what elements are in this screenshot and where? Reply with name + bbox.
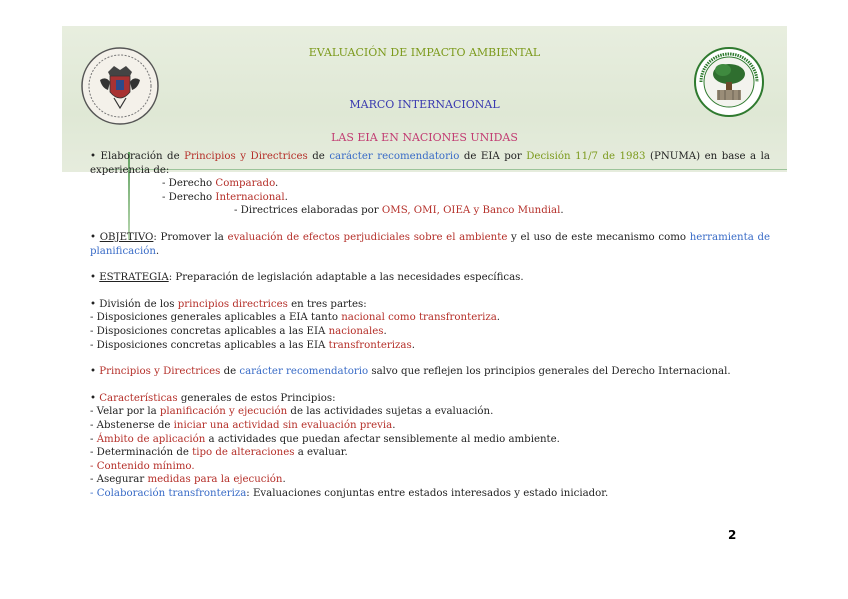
highlight-text: planificación y ejecución bbox=[159, 406, 288, 418]
text: . bbox=[275, 178, 279, 190]
text: • División de los bbox=[90, 298, 178, 310]
text: . bbox=[383, 325, 387, 337]
text: - Disposiciones concretas aplicables a las EIA bbox=[90, 339, 329, 351]
highlight-text: tipo de alteraciones bbox=[192, 447, 295, 459]
text: de EIA por bbox=[459, 151, 527, 162]
highlight-text: Principios y Directrices bbox=[184, 151, 308, 162]
text: . bbox=[496, 312, 501, 324]
highlight-text: Decisión 11/7 de 1983 bbox=[526, 151, 646, 162]
text: - bbox=[90, 433, 97, 445]
highlight-text: nacionales bbox=[328, 325, 384, 337]
spacer bbox=[90, 258, 770, 271]
list-item bbox=[90, 325, 770, 339]
text: y el uso de este mecanismo como bbox=[507, 231, 690, 243]
text: . bbox=[560, 205, 564, 217]
highlight-text: Internacional bbox=[215, 191, 285, 203]
spacer bbox=[90, 352, 770, 365]
text: . bbox=[191, 460, 195, 472]
spacer bbox=[90, 379, 770, 392]
paragraph-estrategia bbox=[90, 271, 770, 285]
text: - Derecho bbox=[162, 178, 216, 190]
section-heading: LAS EIA EN NACIONES UNIDAS bbox=[331, 131, 518, 144]
text: . bbox=[282, 474, 286, 486]
slide bbox=[62, 26, 787, 571]
text: . bbox=[155, 245, 160, 257]
highlight-text: Ámbito de aplicación bbox=[96, 433, 206, 445]
highlight-text: transfronterizas bbox=[328, 339, 412, 351]
text: • bbox=[90, 231, 100, 243]
list-item bbox=[90, 419, 770, 433]
list-item bbox=[90, 339, 770, 353]
list-item bbox=[90, 191, 770, 205]
highlight-text: carácter recomendatorio bbox=[239, 366, 369, 378]
list-item bbox=[90, 405, 770, 419]
list-item bbox=[90, 177, 770, 191]
text: - Disposiciones concretas aplicables a las EIA bbox=[90, 325, 329, 337]
list-item bbox=[90, 311, 770, 325]
text: - Velar por la bbox=[90, 406, 160, 418]
text: . bbox=[284, 191, 288, 203]
text: de las actividades sujetas a evaluación. bbox=[287, 406, 494, 418]
highlight-text: Contenido mínimo bbox=[96, 460, 192, 472]
text: . bbox=[411, 339, 415, 351]
spacer bbox=[90, 285, 770, 298]
text: : Promover la bbox=[153, 231, 228, 243]
highlight-text: nacional como transfronteriza bbox=[341, 312, 497, 324]
highlight-text: iniciar una actividad sin evaluación previa bbox=[173, 419, 393, 431]
text: : Preparación de legislación adaptable a las necesidades específicas. bbox=[168, 272, 524, 284]
highlight-text: evaluación de efectos perjudiciales sobre el ambiente bbox=[227, 231, 508, 243]
text: - bbox=[90, 460, 97, 472]
page-number: 2 bbox=[728, 528, 737, 542]
text: • bbox=[90, 366, 100, 378]
paragraph-objetivo bbox=[90, 231, 770, 258]
text: (PNUMA) en base a la experiencia de: bbox=[90, 151, 770, 176]
highlight-text: medidas para la ejecución bbox=[147, 474, 283, 486]
page-subtitle: MARCO INTERNACIONAL bbox=[349, 98, 500, 111]
text: • Elaboración de bbox=[90, 151, 185, 162]
text: - Determinación de bbox=[90, 447, 193, 459]
list-item bbox=[90, 460, 770, 474]
text: de bbox=[220, 366, 240, 378]
paragraph-division bbox=[90, 298, 770, 312]
text: a evaluar. bbox=[294, 447, 348, 459]
text: salvo que reflejen los principios generales del Derecho Internacional. bbox=[368, 366, 731, 378]
page-title: EVALUACIÓN DE IMPACTO AMBIENTAL bbox=[308, 46, 541, 59]
text: - Derecho bbox=[162, 191, 216, 203]
text: en tres partes: bbox=[287, 298, 367, 310]
spacer bbox=[90, 218, 770, 231]
list-item bbox=[90, 433, 770, 447]
paragraph-caracteristicas bbox=[90, 392, 770, 406]
label-estrategia: ESTRATEGIA bbox=[99, 272, 169, 284]
text: - Directrices elaboradas por bbox=[234, 205, 382, 217]
list-item bbox=[90, 446, 770, 460]
text: : Evaluaciones conjuntas entre estados interesados y estado iniciador. bbox=[246, 487, 609, 499]
text: de bbox=[307, 151, 330, 162]
highlight-text: herramienta de planificación bbox=[90, 231, 771, 257]
highlight-text: Comparado bbox=[215, 178, 276, 190]
highlight-text: principios directrices bbox=[177, 298, 288, 310]
text: . bbox=[392, 419, 396, 431]
paragraph-elaboracion bbox=[90, 150, 770, 177]
paragraph-principios bbox=[90, 365, 770, 379]
text: - bbox=[90, 487, 97, 499]
highlight-text: Principios y Directrices bbox=[99, 366, 221, 378]
text: - Abstenerse de bbox=[90, 419, 174, 431]
text: generales de estos Principios: bbox=[177, 392, 336, 404]
text: - Asegurar bbox=[90, 474, 148, 486]
list-item bbox=[90, 204, 770, 218]
highlight-text: Colaboración transfronteriza bbox=[96, 487, 247, 499]
label-objetivo: OBJETIVO bbox=[99, 231, 154, 243]
text: - Disposiciones generales aplicables a EIA tanto bbox=[90, 312, 342, 324]
slide-content bbox=[90, 150, 770, 500]
list-item bbox=[90, 473, 770, 487]
highlight-text: carácter recomendatorio bbox=[329, 151, 460, 162]
list-item bbox=[90, 487, 770, 501]
text: a actividades que puedan afectar sensiblemente al medio ambiente. bbox=[205, 433, 560, 445]
text: • bbox=[90, 272, 100, 284]
text: • bbox=[90, 392, 100, 404]
highlight-text: OMS, OMI, OIEA y Banco Mundial bbox=[381, 205, 561, 217]
highlight-text: Características bbox=[99, 392, 178, 404]
